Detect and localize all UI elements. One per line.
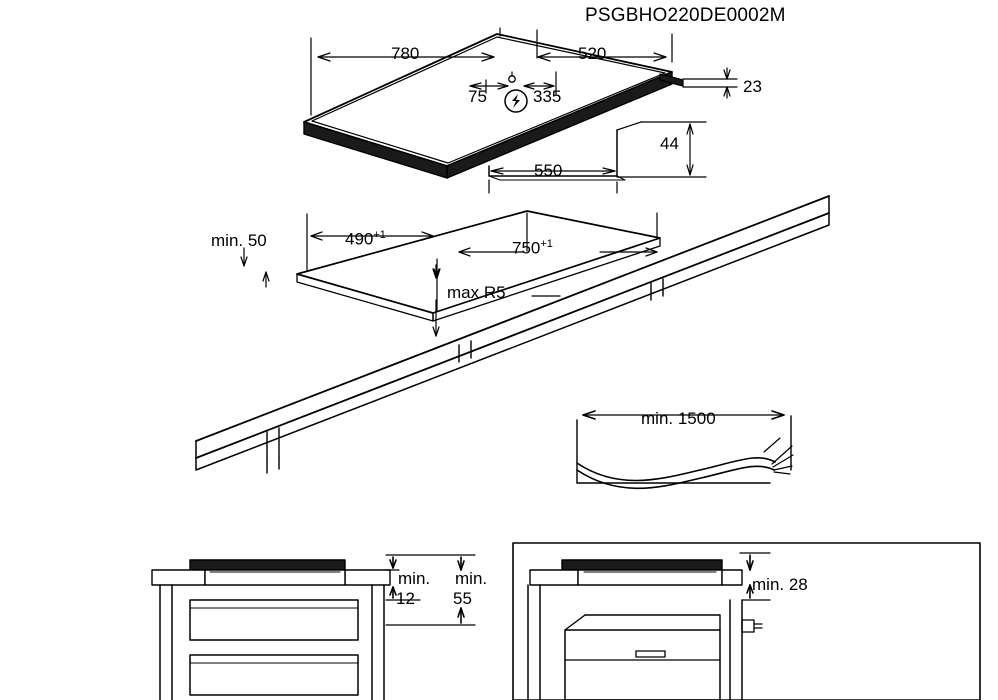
label-depth-44: 44 [660, 134, 679, 153]
label-depth-520: 520 [578, 44, 607, 63]
worktop [196, 196, 829, 470]
label-width-780: 780 [391, 44, 420, 63]
label-cutout-750-value: 750 [512, 238, 541, 258]
model-code-title: PSGBHO220DE0002M [585, 5, 786, 26]
label-cutout-750 [512, 239, 553, 257]
label-max-r5: max R5 [447, 283, 506, 302]
label-cutout-750-tolerance: +1 [540, 238, 553, 250]
label-offset-75: 75 [468, 87, 487, 106]
label-min-50: min. 50 [211, 231, 267, 250]
worktop-cutout [297, 211, 660, 321]
label-thickness-23: 23 [743, 77, 762, 96]
label-cutout-490 [345, 230, 386, 248]
label-min-a: min. [398, 569, 431, 588]
cabinet-supports [267, 279, 663, 473]
dimension-23 [683, 68, 737, 98]
dimension-min-50 [241, 248, 269, 287]
label-min-b-value: 55 [453, 589, 472, 608]
label-min-b: min. [455, 569, 488, 588]
bottom-right-section [513, 543, 980, 700]
label-cable-min-1500: min. 1500 [641, 409, 716, 428]
label-min-28: min. 28 [752, 575, 808, 594]
label-min-a-value: 12 [396, 589, 415, 608]
label-cutout-490-value: 490 [345, 229, 374, 249]
label-depth-550: 550 [534, 161, 563, 180]
label-cutout-490-tolerance: +1 [373, 229, 386, 241]
label-center-335: 335 [533, 87, 562, 106]
